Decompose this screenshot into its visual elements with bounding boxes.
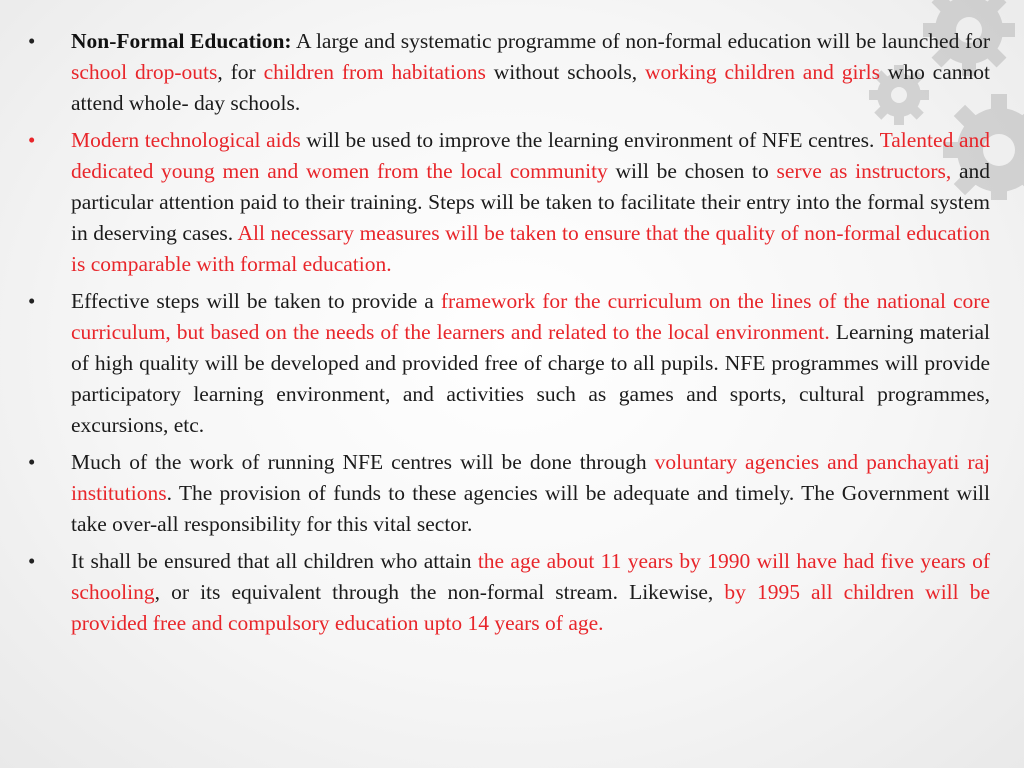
segment: will be used to improve the learning environment of NFE centres.: [300, 128, 880, 152]
segment: . The provision of funds to these agencies will be adequate and timely. The Government will take over-all responsibility for this vital sector.: [71, 481, 990, 536]
bullet-list: [28, 26, 990, 639]
segment: Much of the work of running NFE centres will be done through: [71, 450, 655, 474]
segment: and particular attention paid to their training. Steps will be taken to facilitate their entry into the formal system in deserving cases.: [71, 159, 991, 245]
bullet-item-non-formal-education: [28, 26, 990, 119]
bullet-marker: •: [28, 128, 36, 152]
segment: the age about 11 years by 1990 will have had five years of schooling: [71, 549, 990, 604]
bullet-item-schooling-targets: [28, 546, 990, 639]
bullet-item-curriculum-framework: [28, 286, 990, 441]
segment: children from habitations: [263, 60, 486, 84]
segment: will be chosen to: [607, 159, 777, 183]
segment: Non-Formal Education:: [71, 29, 292, 53]
segment: Talented and dedicated young men and women from the local community: [71, 128, 990, 183]
segment: Modern technological aids: [71, 128, 301, 152]
segment: school drop-outs: [71, 60, 218, 84]
segment: It shall be ensured that all children who attain: [71, 549, 478, 573]
segment: without schools,: [485, 60, 645, 84]
segment: Learning material of high quality will be developed and provided free of charge to all pupils. NFE programmes will provide participatory learning environment, and activities such as games and sports, cultural programmes, excursions, etc.: [71, 320, 990, 437]
segment: working children and girls: [645, 60, 880, 84]
bullet-marker: •: [28, 450, 36, 474]
segment: All necessary measures will be taken to ensure that the quality of non-formal education is comparable with formal education.: [71, 221, 990, 276]
segment: by 1995 all children will be provided free and compulsory education upto 14 years of age.: [71, 580, 991, 635]
segment: framework for the curriculum on the lines of the national core curriculum, but based on the needs of the learners and related to the local environment.: [71, 289, 990, 344]
bullet-item-technological-aids: [28, 125, 990, 280]
bullet-text: [71, 447, 990, 540]
bullet-item-nfe-centres: [28, 447, 990, 540]
bullet-text: [71, 286, 990, 441]
segment: serve as instructors,: [776, 159, 952, 183]
segment: A large and systematic programme of non-formal education will be launched for: [291, 29, 991, 53]
bullet-text: [71, 546, 990, 639]
bullet-marker: •: [28, 289, 36, 313]
bullet-marker: •: [28, 549, 36, 573]
segment: , or its equivalent through the non-formal stream. Likewise,: [154, 580, 725, 604]
bullet-marker: •: [28, 29, 36, 53]
bullet-text: [71, 125, 990, 280]
segment: voluntary agencies and panchayati raj institutions: [71, 450, 991, 505]
segment: who cannot attend whole- day schools.: [71, 60, 990, 115]
segment: Effective steps will be taken to provide a: [71, 289, 441, 313]
bullet-text: [71, 26, 990, 119]
slide-content: [28, 26, 990, 645]
segment: , for: [217, 60, 264, 84]
